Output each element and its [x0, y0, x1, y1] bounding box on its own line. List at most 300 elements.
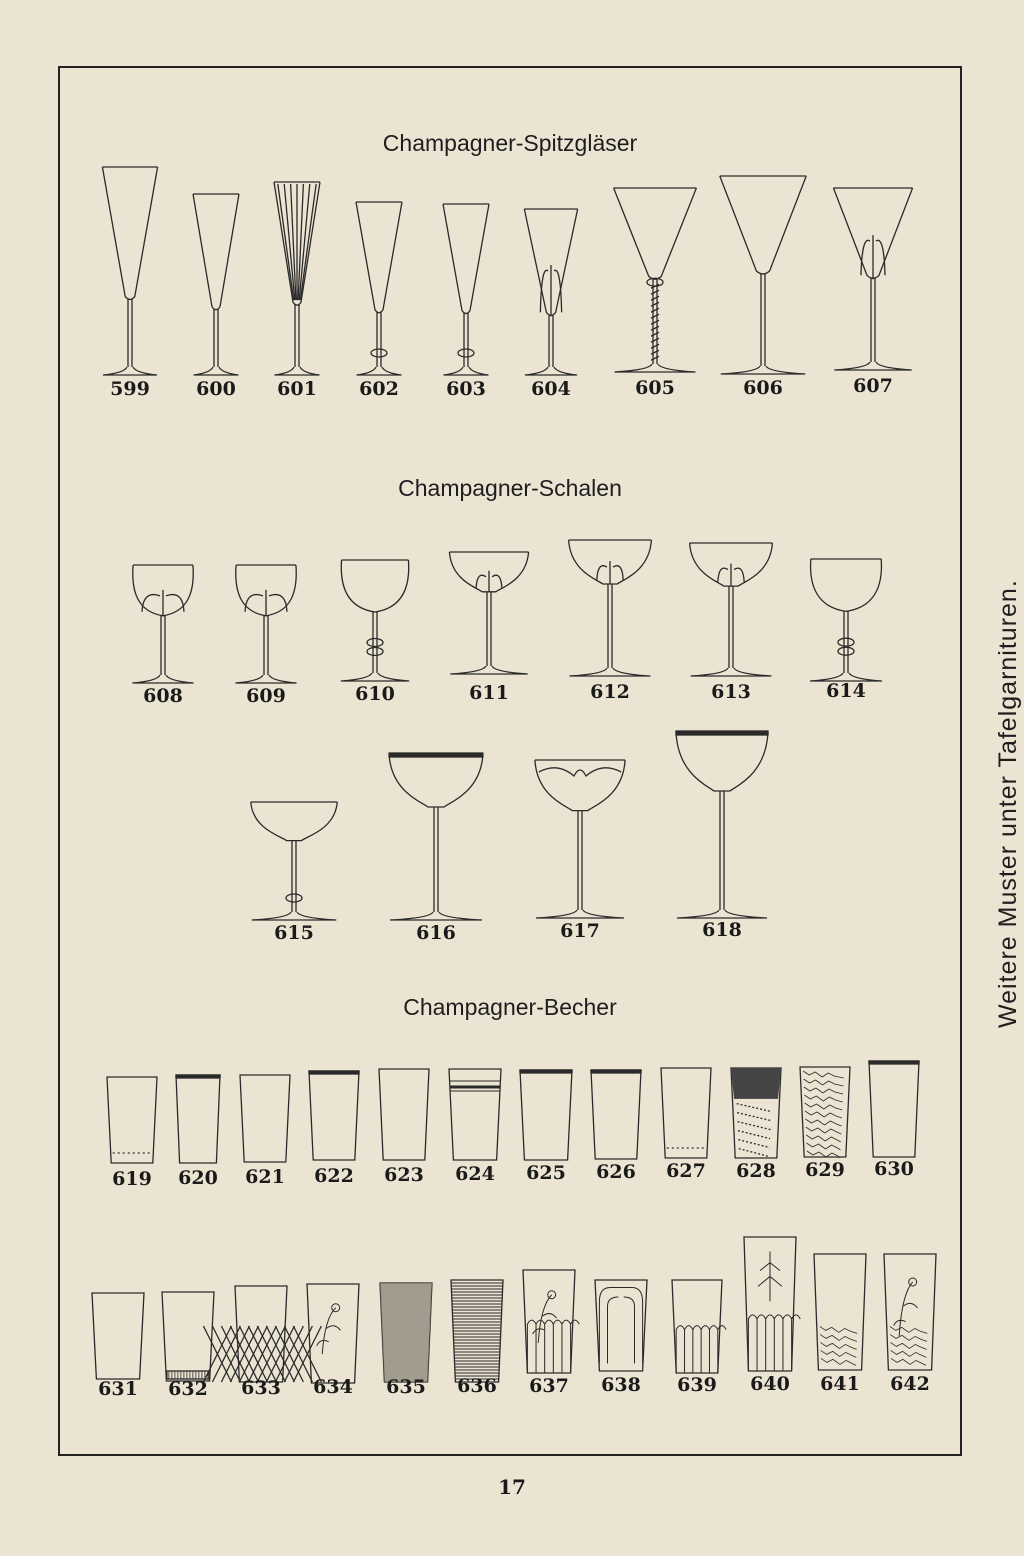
glass-foot — [357, 367, 402, 375]
glass-outline — [869, 1061, 919, 1157]
glass-knop — [286, 894, 302, 902]
section-title-spitzglaeser: Champagner-Spitzgläser — [382, 130, 638, 156]
glass-628 — [730, 1066, 782, 1198]
glass-616 — [385, 752, 487, 960]
glass-outline — [661, 1068, 711, 1158]
glass-drawing-605 — [610, 186, 700, 374]
glass-foot — [536, 910, 624, 918]
glass-number: 629 — [805, 1159, 845, 1181]
glass-outline — [389, 753, 483, 920]
glass-foot — [132, 675, 193, 683]
glass-633 — [234, 1284, 288, 1415]
glass-640 — [743, 1235, 797, 1411]
glass-foot — [677, 910, 767, 918]
glass-number: 634 — [313, 1376, 353, 1398]
glass-gilded-rim — [389, 753, 483, 757]
glass-twist — [651, 302, 659, 306]
tumbler-cut-panel — [766, 1315, 775, 1371]
glass-drawing-624 — [448, 1067, 502, 1162]
glass-drawing-613 — [686, 541, 776, 678]
glass-outline — [524, 209, 577, 375]
tumbler-crackle — [807, 1143, 841, 1150]
tumbler-crackle — [890, 1334, 927, 1341]
glass-drawing-603 — [441, 202, 491, 377]
tumbler-crackle — [806, 1127, 841, 1134]
glass-foot — [834, 362, 911, 370]
glass-outline — [380, 1283, 432, 1382]
tumbler-gilded-band — [591, 1070, 641, 1073]
glass-number: 618 — [702, 919, 742, 941]
glass-twist — [651, 326, 659, 330]
glass-bowl — [251, 802, 337, 841]
glass-outline — [744, 1237, 800, 1371]
glass-641 — [813, 1252, 867, 1411]
glass-634 — [306, 1282, 360, 1414]
glass-outline — [162, 1292, 214, 1381]
glass-foot — [194, 367, 239, 375]
tumbler-cut-panel — [748, 1315, 757, 1371]
glass-outline — [107, 1077, 157, 1163]
glass-outline — [307, 1284, 359, 1383]
tumbler-cut-panel — [774, 1315, 783, 1371]
glass-drawing-635 — [379, 1281, 433, 1384]
tumbler-crackle — [890, 1326, 928, 1333]
glass-drawing-611 — [446, 550, 532, 676]
glass-petal-cut — [245, 590, 287, 616]
glass-outline — [176, 1075, 220, 1163]
tumbler-body — [240, 1075, 290, 1162]
glass-number: 619 — [112, 1168, 152, 1190]
tumbler-body — [869, 1061, 919, 1157]
tumbler-floral — [894, 1278, 918, 1336]
glass-number: 630 — [874, 1158, 914, 1180]
glass-foot — [252, 912, 337, 920]
glass-number: 640 — [750, 1373, 790, 1395]
glass-number: 615 — [274, 922, 314, 944]
glass-number: 603 — [446, 378, 486, 400]
glass-bowl — [341, 560, 408, 612]
glass-609 — [232, 563, 300, 723]
glass-613 — [686, 541, 776, 719]
glass-outline — [449, 1069, 501, 1160]
glass-drawing-622 — [308, 1069, 360, 1162]
tumbler-body — [449, 1069, 501, 1160]
glass-number: 627 — [666, 1160, 706, 1182]
glass-bowl — [443, 204, 489, 314]
tumbler-body — [814, 1254, 866, 1370]
glass-drawing-609 — [232, 563, 300, 685]
glass-630 — [868, 1059, 920, 1196]
glass-foot — [341, 673, 409, 681]
glass-twist — [651, 332, 659, 336]
glass-drawing-607 — [830, 186, 916, 372]
glass-knop — [458, 349, 474, 357]
tumbler-crackle — [821, 1358, 856, 1365]
tumbler-cut — [737, 1113, 771, 1121]
glass-drawing-600 — [191, 192, 241, 377]
tumbler-body — [672, 1280, 722, 1373]
glass-outline — [274, 182, 320, 375]
glass-foot — [615, 364, 696, 372]
glass-twist — [651, 356, 659, 360]
glass-outline — [569, 540, 652, 676]
glass-drawing-638 — [594, 1278, 648, 1373]
glass-number: 626 — [596, 1161, 636, 1183]
tumbler-cut-panel — [527, 1320, 536, 1373]
glass-639 — [671, 1278, 723, 1412]
glass-number: 610 — [355, 683, 395, 705]
tumbler-cut-panel — [676, 1326, 684, 1373]
glass-drawing-631 — [91, 1291, 145, 1381]
glass-drawing-610 — [337, 558, 413, 683]
glass-petal-cut — [597, 561, 623, 584]
tumbler-body — [595, 1280, 647, 1371]
tumbler-cut-panel — [709, 1326, 717, 1373]
glass-number: 623 — [384, 1164, 424, 1186]
glass-knop — [367, 648, 383, 656]
glass-outline — [235, 565, 296, 683]
tumbler-crackle — [804, 1079, 844, 1086]
tumbler-cut-panel — [562, 1320, 571, 1373]
glass-outline — [690, 543, 773, 676]
glass-number: 614 — [826, 680, 866, 702]
tumbler-cut-panel — [757, 1315, 766, 1371]
tumbler-engraving — [731, 1068, 781, 1099]
tumbler-body — [523, 1270, 575, 1373]
glass-outline — [535, 760, 625, 918]
glass-outline — [451, 1280, 503, 1382]
glass-bowl — [389, 754, 483, 807]
glass-number: 617 — [560, 920, 600, 942]
tumbler-body — [162, 1292, 214, 1381]
tumbler-body — [307, 1284, 359, 1383]
tumbler-floral — [317, 1304, 341, 1354]
section-title-schalen: Champagner-Schalen — [398, 475, 622, 501]
glass-knop — [371, 349, 387, 357]
glass-outline — [800, 1067, 850, 1158]
glass-bowl — [811, 559, 882, 611]
glass-number: 607 — [853, 375, 893, 397]
glass-drawing-634 — [306, 1282, 360, 1385]
tumbler-cut — [738, 1122, 771, 1130]
glass-outline — [341, 560, 409, 681]
glass-drawing-641 — [813, 1252, 867, 1372]
glass-petal-cut — [718, 564, 744, 586]
tumbler-crackle — [805, 1103, 843, 1110]
tumbler-crackle — [804, 1095, 842, 1102]
glass-bowl — [614, 188, 697, 279]
tumbler-cut — [737, 1104, 772, 1112]
glass-number: 642 — [890, 1373, 930, 1395]
tumbler-cut-panel — [536, 1320, 545, 1373]
glass-outline — [102, 167, 157, 375]
side-note: Weitere Muster unter Tafelgarnituren. — [994, 579, 1022, 1028]
tumbler-crackle — [805, 1111, 842, 1118]
glass-632 — [161, 1290, 215, 1416]
tumbler-body — [591, 1070, 641, 1159]
glass-number: 639 — [677, 1374, 717, 1396]
glass-631 — [91, 1291, 145, 1416]
glass-number: 608 — [143, 685, 183, 707]
glass-number: 635 — [386, 1376, 426, 1398]
tumbler-gilded-band — [176, 1075, 220, 1078]
glass-petal-cut — [540, 265, 561, 316]
glass-622 — [308, 1069, 360, 1203]
glass-drawing-618 — [672, 730, 772, 920]
glass-petal-cut — [861, 235, 885, 279]
glass-petal-cut — [142, 590, 184, 616]
glass-623 — [378, 1067, 430, 1202]
glass-outline — [591, 1070, 641, 1159]
glass-twist — [651, 320, 659, 324]
glass-drawing-599 — [100, 165, 160, 377]
glass-number: 631 — [98, 1378, 138, 1400]
glass-outline — [520, 1070, 572, 1160]
glass-drawing-606 — [716, 174, 810, 376]
glass-number: 606 — [743, 377, 783, 399]
glass-bowl — [535, 760, 625, 811]
glass-number: 601 — [277, 378, 317, 400]
glass-outline — [309, 1071, 359, 1160]
glass-614 — [806, 557, 886, 718]
tumbler-body — [520, 1070, 572, 1160]
glass-number: 625 — [526, 1162, 566, 1184]
glass-outline — [814, 1254, 866, 1370]
glass-drawing-615 — [247, 800, 341, 922]
glass-617 — [531, 758, 629, 958]
glass-number: 624 — [455, 1163, 495, 1185]
glass-612 — [565, 538, 655, 719]
glass-outline — [92, 1293, 144, 1379]
tumbler-cut-panel — [693, 1326, 701, 1373]
glass-foot — [444, 367, 489, 375]
glass-outline — [523, 1270, 579, 1373]
glass-number: 622 — [314, 1165, 354, 1187]
glass-drawing-614 — [806, 557, 886, 683]
glass-drawing-629 — [799, 1065, 851, 1159]
glass-619 — [106, 1075, 158, 1206]
glass-outline — [810, 559, 882, 681]
glass-bowl — [720, 176, 806, 274]
tumbler-stipple — [380, 1283, 432, 1382]
glass-drawing-630 — [868, 1059, 920, 1159]
glass-foot — [275, 367, 320, 375]
glass-drawing-620 — [175, 1073, 221, 1165]
glass-outline — [449, 552, 528, 674]
glass-foot — [570, 668, 651, 676]
glass-611 — [446, 550, 532, 720]
glass-twist — [651, 296, 659, 300]
glass-drawing-636 — [450, 1278, 504, 1384]
glass-drawing-632 — [161, 1290, 215, 1383]
glass-outline — [443, 204, 489, 375]
glass-606 — [716, 174, 810, 415]
glass-642 — [883, 1252, 937, 1411]
glass-drawing-642 — [883, 1252, 937, 1372]
glass-number: 620 — [178, 1167, 218, 1189]
glass-drawing-639 — [671, 1278, 723, 1375]
glass-number: 612 — [590, 681, 630, 703]
glass-foot — [390, 912, 482, 920]
tumbler-body — [92, 1293, 144, 1379]
glass-outline — [833, 188, 912, 370]
glass-drawing-602 — [354, 200, 404, 377]
glass-drawing-604 — [522, 207, 580, 377]
tumbler-body — [661, 1068, 711, 1158]
tumbler-crackle — [820, 1342, 856, 1349]
tumbler-cut — [739, 1149, 769, 1157]
glass-twist — [651, 350, 659, 354]
glass-drawing-608 — [129, 563, 197, 685]
glass-610 — [337, 558, 413, 721]
glass-number: 609 — [246, 685, 286, 707]
glass-bowl — [676, 732, 768, 791]
glass-drawing-628 — [730, 1066, 782, 1160]
glass-number: 637 — [529, 1375, 569, 1397]
tumbler-crackle — [804, 1087, 843, 1094]
glass-627 — [660, 1066, 712, 1198]
glass-drawing-619 — [106, 1075, 158, 1165]
glass-knop — [367, 639, 383, 647]
glass-629 — [799, 1065, 851, 1197]
glass-foot — [525, 367, 577, 375]
glass-601 — [272, 180, 322, 416]
tumbler-crackle — [803, 1071, 844, 1078]
tumbler-crackle — [820, 1334, 857, 1341]
glass-twist — [651, 290, 659, 294]
page-number: 17 — [498, 1475, 526, 1499]
glass-foot — [691, 668, 772, 676]
glass-outline — [884, 1254, 936, 1370]
glass-outline — [614, 188, 697, 372]
glass-bowl — [356, 202, 402, 313]
tumbler-arches — [599, 1288, 642, 1364]
glass-bowl — [193, 194, 239, 310]
glass-outline — [676, 731, 768, 918]
glass-garland — [539, 768, 621, 776]
glass-drawing-627 — [660, 1066, 712, 1160]
tumbler-crackle — [820, 1326, 858, 1333]
glass-drawing-640 — [743, 1235, 797, 1373]
glass-drawing-637 — [522, 1268, 576, 1375]
tumbler-gilded-band — [520, 1070, 572, 1073]
tumbler-cut-panel — [553, 1320, 562, 1373]
glass-637 — [522, 1268, 576, 1413]
glass-615 — [247, 800, 341, 960]
glass-621 — [239, 1073, 291, 1204]
glass-626 — [590, 1068, 642, 1199]
tumbler-body — [309, 1071, 359, 1160]
glass-drawing-621 — [239, 1073, 291, 1164]
glass-number: 633 — [241, 1377, 281, 1399]
glass-drawing-623 — [378, 1067, 430, 1162]
glass-outline — [240, 1075, 290, 1162]
tumbler-cut — [738, 1140, 769, 1148]
tumbler-cut — [738, 1131, 770, 1139]
glass-636 — [450, 1278, 504, 1413]
glass-drawing-617 — [531, 758, 629, 920]
glass-602 — [354, 200, 404, 416]
tumbler-cut-panel — [545, 1320, 554, 1373]
glass-twist — [651, 344, 659, 348]
tumbler-cut-panel — [701, 1326, 709, 1373]
glass-twist — [651, 308, 659, 312]
glass-number: 600 — [196, 378, 236, 400]
glass-number: 611 — [469, 682, 509, 704]
tumbler-crackle — [891, 1350, 927, 1357]
glass-603 — [441, 202, 491, 416]
glass-twist — [651, 338, 659, 342]
glass-outline — [595, 1280, 647, 1371]
glass-drawing-616 — [385, 752, 487, 922]
tumbler-body — [884, 1254, 936, 1370]
glass-625 — [519, 1068, 573, 1200]
tumbler-crackle — [891, 1358, 926, 1365]
tumbler-crackle — [805, 1119, 841, 1126]
glass-number: 632 — [168, 1378, 208, 1400]
glass-bowl — [102, 167, 157, 299]
glass-number: 613 — [711, 681, 751, 703]
tumbler-body — [107, 1077, 157, 1163]
glass-607 — [830, 186, 916, 413]
section-title-becher: Champagner-Becher — [403, 994, 617, 1020]
glass-618 — [672, 730, 772, 957]
glass-number: 636 — [457, 1375, 497, 1397]
glass-drawing-612 — [565, 538, 655, 678]
glass-number: 638 — [601, 1374, 641, 1396]
glass-outline — [731, 1068, 781, 1158]
glass-599 — [100, 165, 160, 416]
glass-number: 604 — [531, 378, 571, 400]
tumbler-body — [379, 1069, 429, 1160]
glass-drawing-626 — [590, 1068, 642, 1161]
tumbler-cut-panel — [685, 1326, 693, 1373]
glass-knop — [838, 647, 854, 655]
glass-outline — [672, 1280, 726, 1373]
glass-outline — [379, 1069, 429, 1160]
glass-outline — [251, 802, 337, 920]
tumbler-crackle — [821, 1350, 857, 1357]
glass-foot — [450, 666, 527, 674]
glass-number: 621 — [245, 1166, 285, 1188]
glass-605 — [610, 186, 700, 415]
glass-624 — [448, 1067, 502, 1201]
glass-620 — [175, 1073, 221, 1205]
glass-635 — [379, 1281, 433, 1414]
glass-608 — [129, 563, 197, 723]
tumbler-gilded-band — [309, 1071, 359, 1074]
glass-petal-cut — [476, 571, 502, 592]
glass-knop — [838, 638, 854, 646]
glass-600 — [191, 192, 241, 416]
tumbler-crackle — [890, 1342, 926, 1349]
glass-number: 599 — [110, 378, 150, 400]
tumbler-crackle — [806, 1135, 841, 1142]
tumbler-wheat — [758, 1252, 782, 1302]
glass-638 — [594, 1278, 648, 1412]
glass-foot — [721, 366, 806, 374]
tumbler-body — [176, 1075, 220, 1163]
glass-outline — [720, 176, 806, 374]
glass-number: 602 — [359, 378, 399, 400]
glass-number: 616 — [416, 922, 456, 944]
glass-foot — [235, 675, 296, 683]
glass-outline — [356, 202, 402, 375]
glass-outline — [193, 194, 239, 375]
glass-foot — [103, 367, 157, 375]
tumbler-cut-panel — [783, 1315, 792, 1371]
glass-twist — [651, 314, 659, 318]
